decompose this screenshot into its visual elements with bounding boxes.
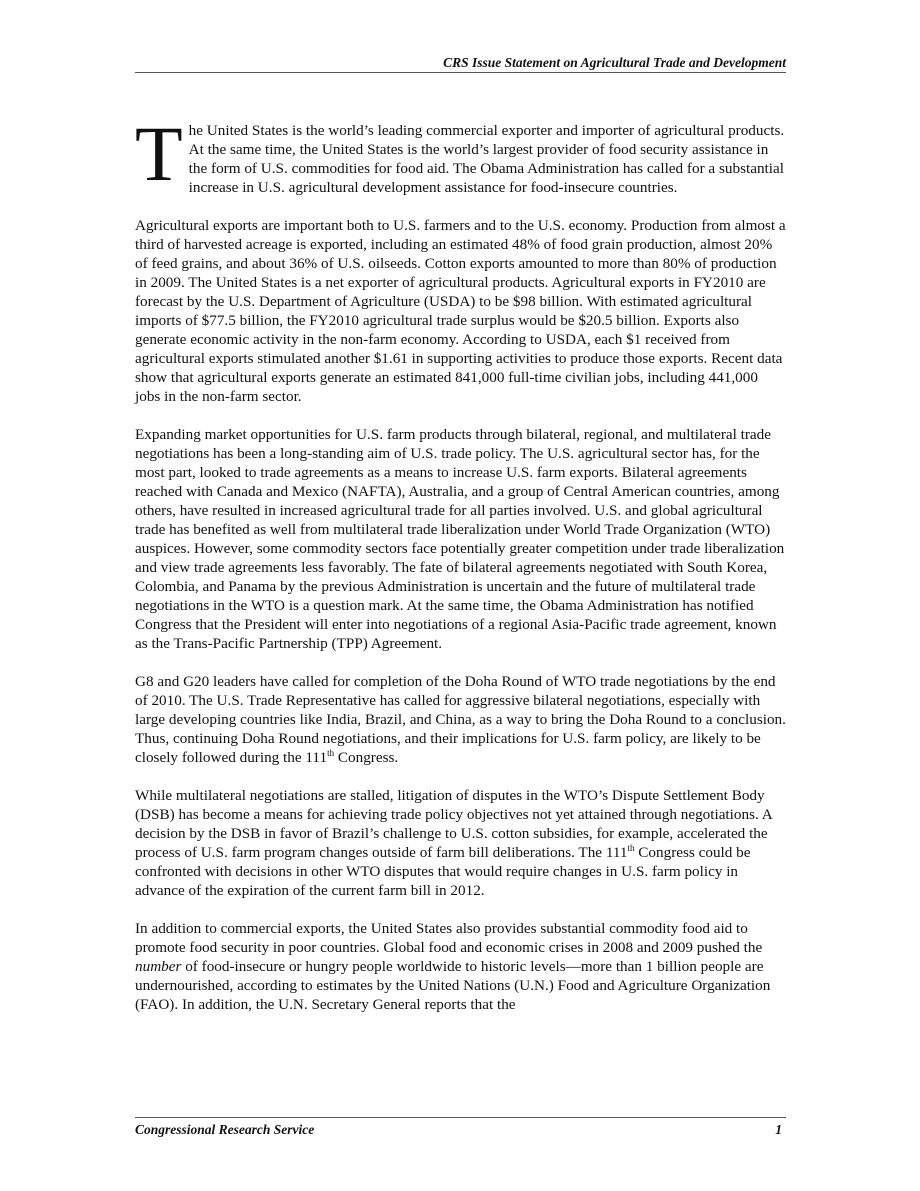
ordinal-suffix: th	[327, 748, 335, 758]
paragraph-intro-text: he United States is the world’s leading commercial exporter and importer of agricultural products. At the same time, the United States is the world’s largest provider of food security assistance in the form of U.S. commodities for food aid. The Obama Administration has called for a substantial increase in U.S. agricultural development assistance for food-insecure countries.	[188, 122, 785, 196]
header-title: CRS Issue Statement on Agricultural Trade and Development	[443, 55, 786, 70]
paragraph-market-opportunities: Expanding market opportunities for U.S. farm products through bilateral, regional, and multilateral trade negotiations has been a long-standing aim of U.S. trade policy. The U.S. agricultural sector has, for the most part, looked to trade agreements as a means to increase U.S. farm exports. Bilateral agreements reached with Canada and Mexico (NAFTA), Australia, and a group of Central American countries, among others, have resulted in increased agricultural trade for all parties involved. U.S. and global agricultural trade has benefited as well from multilateral trade liberalization under World Trade Organization (WTO) auspices. However, some commodity sectors face potentially greater competition under trade liberalization and view trade agreements less favorably. The fate of bilateral agreements negotiated with South Korea, Colombia, and Panama by the previous Administration is uncertain and the future of multilateral trade negotiations in the WTO is a question mark. At the same time, the Obama Administration has notified Congress that the President will enter into negotiations of a regional Asia-Pacific trade agreement, known as the Trans-Pacific Partnership (TPP) Agreement.	[135, 426, 785, 652]
drop-cap-letter: T	[135, 110, 183, 197]
paragraph-agricultural-exports: Agricultural exports are important both to U.S. farmers and to the U.S. economy. Production from almost a third of harvested acreage is exported, including an estimated 48% of food grain production, almost 20% of feed grains, and about 36% of U.S. oilseeds. Cotton exports amounted to more than 80% of production in 2009. The United States is a net exporter of agricultural products. Agricultural exports in FY2010 are forecast by the U.S. Department of Agriculture (USDA) to be $98 billion. With estimated agricultural imports of $77.5 billion, the FY2010 agricultural trade surplus would be $20.5 billion. Exports also generate economic activity in the non-farm economy. According to USDA, each $1 received from agricultural exports stimulated another $1.61 in supporting activities to produce those exports. Recent data show that agricultural exports generate an estimated 841,000 full-time civilian jobs, including 441,000 jobs in the non-farm sector.	[135, 217, 786, 405]
paragraph-doha-round	[135, 672, 786, 767]
paragraph-food-aid-text-start: In addition to commercial exports, the United States also provides substantial commodity food aid to promote food security in poor countries. Global food and economic crises in 2008 and 2009 pushed the	[135, 920, 763, 956]
paragraph-food-aid-text-end: of food-insecure or hungry people worldwide to historic levels—more than 1 billion people are undernourished, according to estimates by the United Nations (U.N.) Food and Agriculture Organization (FAO). In addition, the U.N. Secretary General reports that the	[135, 958, 771, 1013]
paragraph-intro	[135, 110, 786, 197]
paragraph-food-aid	[135, 919, 786, 1014]
emphasized-word: number	[135, 958, 182, 975]
page-footer	[135, 1117, 786, 1140]
ordinal-suffix: th	[627, 843, 635, 853]
page-header	[135, 55, 786, 73]
footer-organization: Congressional Research Service	[135, 1122, 315, 1137]
paragraph-doha-text-start: G8 and G20 leaders have called for completion of the Doha Round of WTO trade negotiations by the end of 2010. The U.S. Trade Representative has called for aggressive bilateral negotiations, especially with large developing countries like India, Brazil, and China, as a way to bring the Doha Round to a conclusion. Thus, continuing Doha Round negotiations, and their implications for U.S. farm policy, are likely to be closely followed during the 111	[135, 673, 786, 766]
document-body	[135, 110, 786, 1033]
page-number: 1	[775, 1122, 782, 1137]
paragraph-doha-text-end: Congress.	[334, 749, 399, 766]
paragraph-dispute-text-end: Congress could be confronted with decisions in other WTO disputes that would require changes in U.S. farm policy in advance of the expiration of the current farm bill in 2012.	[135, 844, 751, 899]
paragraph-dispute-text-start: While multilateral negotiations are stalled, litigation of disputes in the WTO’s Dispute Settlement Body (DSB) has become a means for achieving trade policy objectives not yet attained through negotiations. A decision by the DSB in favor of Brazil’s challenge to U.S. cotton subsidies, for example, accelerated the process of U.S. farm program changes outside of farm bill deliberations. The 111	[135, 787, 772, 861]
paragraph-dispute-settlement	[135, 786, 786, 900]
